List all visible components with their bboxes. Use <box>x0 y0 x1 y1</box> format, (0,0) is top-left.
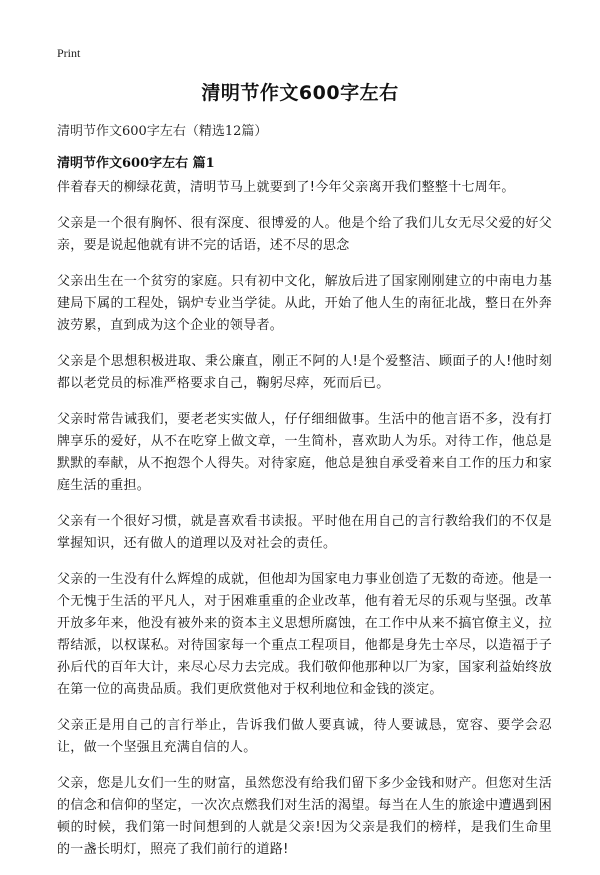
paragraph: 父亲时常告诫我们，要老老实实做人，仔仔细细做事。生活中的他言语不多，没有打牌享乐的爱好，从不在吃穿上做文章，一生简朴，喜欢助人为乐。对待工作，他总是默默的奉献，从不抱怨个人得失。对待家庭，他总是独自承受着来自工作的压力和家庭生活的重担。 <box>57 412 552 493</box>
paragraph: 父亲，您是儿女们一生的财富，虽然您没有给我们留下多少金钱和财产。但您对生活的信念和信仰的坚定，一次次点燃我们对生活的渴望。每当在人生的旅途中遭遇到困顿的时候，我们第一时间想到的人就是父亲!因为父亲是我们的榜样，是我们生命里的一盏长明灯，照亮了我们前行的道路! <box>57 776 552 857</box>
paragraph: 父亲出生在一个贫穷的家庭。只有初中文化，解放后进了国家刚刚建立的中南电力基建局下属的工程处，锅炉专业当学徒。从此，开始了他人生的南征北战，整日在外奔波劳累，直到成为这个企业的领导者。 <box>57 274 552 333</box>
section-heading: 清明节作文600字左右 篇1 <box>57 156 215 171</box>
article-body <box>57 177 552 875</box>
paragraph: 父亲的一生没有什么辉煌的成就，但他却为国家电力事业创造了无数的奇迹。他是一个无愧于生活的平凡人，对于困难重重的企业改革，他有着无尽的乐观与坚强。改革开放多年来，他没有被外来的资本主义思想所腐蚀，在工作中从来不搞官僚主义，拉帮结派，以权谋私。对待国家每一个重点工程项目，他都是身先士卒尽，以造福于子孙后代的百年大计，来尽心尽力去完成。我们敬仰他那种以厂为家，国家利益始终放在第一位的高贵品质。我们更欣赏他对于权利地位和金钱的淡定。 <box>57 572 552 697</box>
paragraph: 父亲是个思想积极进取、秉公廉直，刚正不阿的人!是个爱整洁、顾面子的人!他时刻都以老党员的标准严格要求自己，鞠躬尽瘁，死而后已。 <box>57 354 552 391</box>
document-subtitle: 清明节作文600字左右（精选12篇） <box>57 124 268 139</box>
paragraph: 父亲是一个很有胸怀、很有深度、很博爱的人。他是个给了我们儿女无尽父爱的好父亲，要是说起他就有讲不完的话语，述不尽的思念 <box>57 216 552 253</box>
page-title: 清明节作文600字左右 <box>201 82 399 104</box>
paragraph: 伴着春天的柳绿花黄，清明节马上就要到了!今年父亲离开我们整整十七周年。 <box>57 180 515 195</box>
paragraph: 父亲有一个很好习惯，就是喜欢看书读报。平时他在用自己的言行教给我们的不仅是掌握知识，还有做人的道理以及对社会的责任。 <box>57 514 552 551</box>
print-label: Print <box>57 46 81 60</box>
paragraph: 父亲正是用自己的言行举止，告诉我们做人要真诚，待人要诚恳，宽容、要学会忍让，做一个坚强且充满自信的人。 <box>57 718 552 755</box>
